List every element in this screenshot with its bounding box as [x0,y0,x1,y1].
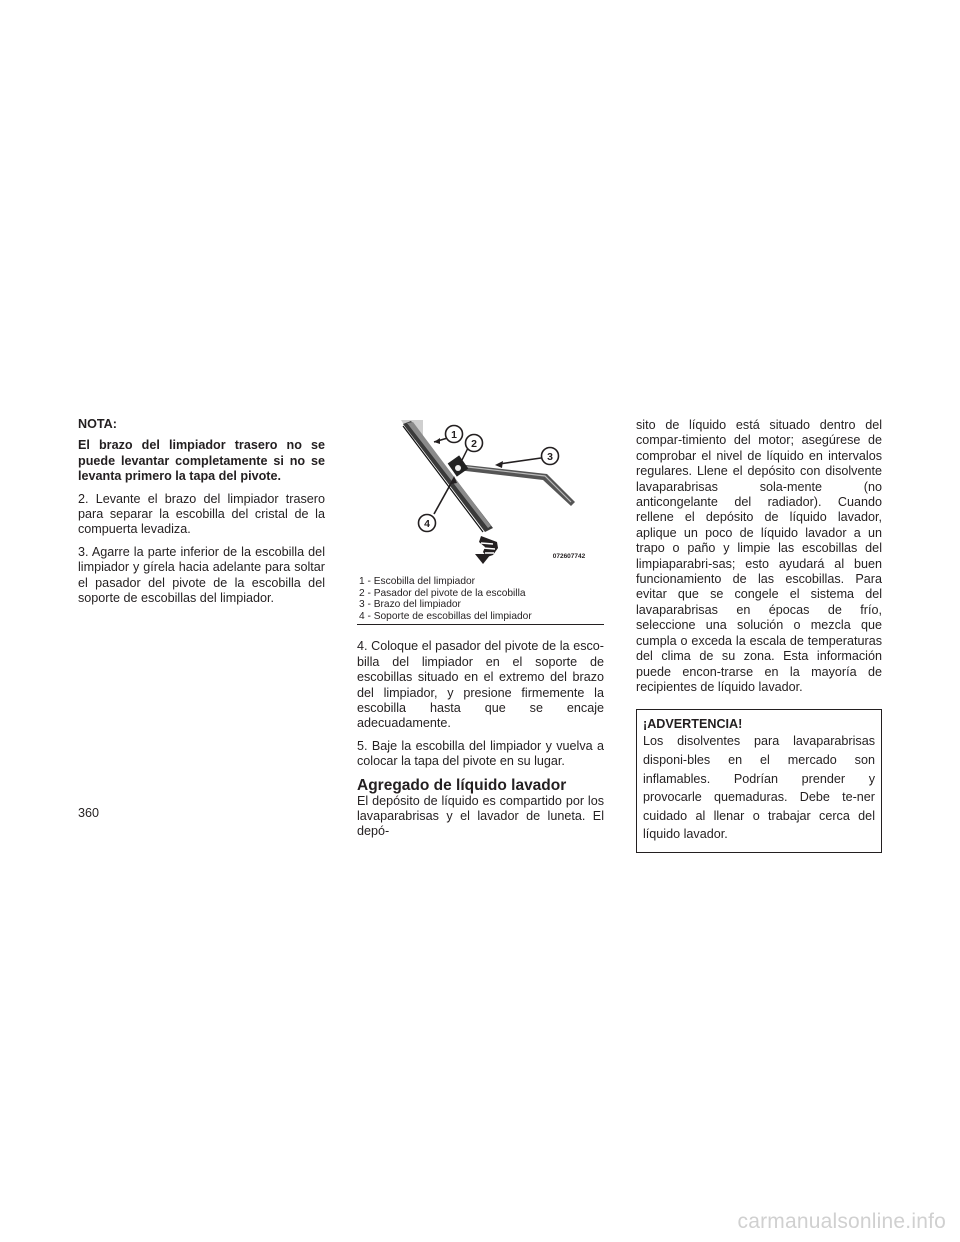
step-4: 4. Coloque el pasador del pivote de la esco-billa del limpiador en el soporte de escobillas situado en el extremo del brazo del limpiador, y presione firmemente la escobilla hasta que se encaje adecuadamente. [357,639,604,731]
figure-caption-list [357,576,604,625]
wiper-blade-illustration [357,418,604,576]
step-2: 2. Levante el brazo del limpiador trasero para separar la escobilla del cristal de la compuerta levadiza. [78,491,325,537]
middle-column [357,418,604,847]
callout-3 [542,448,559,465]
note-body: El brazo del limpiador trasero no se puede levantar completamente si no se levanta primero la tapa del pivote. [78,438,325,484]
section-intro: El depósito de líquido es compartido por los lavaparabrisas y el lavador de luneta. El depó- [357,793,604,839]
caption-item: 4 - Soporte de escobillas del limpiador [359,610,532,622]
callout-4-label: 4 [424,518,430,530]
callout-2 [466,435,483,452]
wiper-figure [357,418,604,576]
image-code: 072607742 [552,553,586,560]
step-3: 3. Agarre la parte inferior de la escobilla del limpiador y gírela hacia adelante para soltar el pasador del pivote de la escobilla del soporte de escobillas del limpiador. [78,544,325,606]
callout-3-label: 3 [547,451,553,463]
warning-text: Los disolventes para lavaparabrisas disponi-bles en el mercado son inflamables. Podrían prender y provocarle quemaduras. Debe te-ner cuidado al llenar o trabajar cerca del líquido lavador. [643,734,875,842]
step-5: 5. Baje la escobilla del limpiador y vuelva a colocar la tapa del pivote en su lugar. [357,738,604,769]
caption-item: 1 - Escobilla del limpiador [359,576,476,587]
caption-item: 3 - Brazo del limpiador [359,599,461,611]
watermark: carmanualsonline.info [737,1210,946,1233]
section-heading: Agregado de líquido lavador [357,776,567,794]
continuation-paragraph: sito de líquido está situado dentro del compar-timiento del motor; asegúrese de comprobar el nivel de líquido en intervalos regulares. Llene el depósito con disolvente lavaparabrisas sola-mente (no anticongelante del radiador). Cuando rellene el depósito de líquido lavador, aplique un poco de líquido lavador a un trapo o paño y limpie las escobillas del limpiaparabri-sas; esto ayudará al buen funcionamiento de las escobillas. Para evitar que se congele el sistema del lavaparabrisas en épocas de frío, seleccione una solución o mezcla que cumpla o exceda la escala de temperaturas del clima de su zona. Esta información puede encon-trarse en la mayoría de recipientes de líquido lavador. [636,418,882,694]
pivot-pin [455,465,461,471]
page-number: 360 [78,806,100,820]
callout-2-label: 2 [471,438,477,450]
caption-item: 2 - Pasador del pivote de la escobilla [359,587,526,599]
warning-title: ¡ADVERTENCIA! [643,717,743,732]
wiper-arm [457,464,575,506]
callout-1-label: 1 [451,429,457,441]
note-heading: NOTA: [78,417,117,431]
callout-1 [446,426,463,443]
right-column [636,418,882,853]
callout-4 [419,515,436,532]
rotation-arrow-icon [475,536,498,564]
warning-box [636,709,882,853]
left-column [78,417,325,613]
